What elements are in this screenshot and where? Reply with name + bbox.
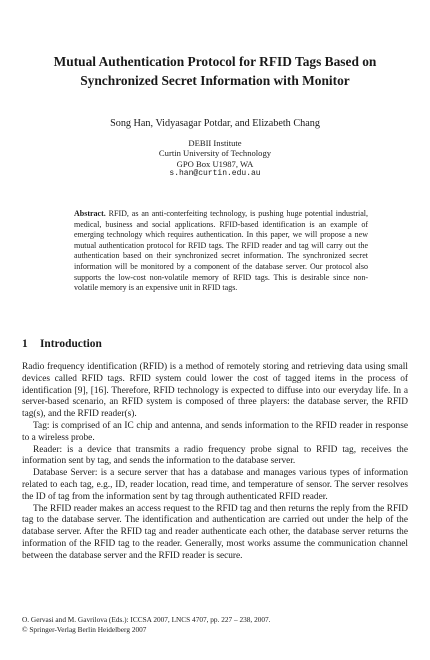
citation-line: O. Gervasi and M. Gavrilova (Eds.): ICCSA 2007, LNCS 4707, pp. 227 – 238, 2007. [22, 615, 271, 624]
university-name: Curtin University of Technology [158, 148, 272, 159]
paragraph-authentication-flow: The RFID reader makes an access request to the RFID tag and then returns the reply from the RFID tag to the database server. The identification and authentication are carried out under the help of the database server. After the RFID tag and reader authenticate each other, the database server returns the information of the RFID tag to the reader. Generally, most works assume the communication channel between the database server and the RFID reader is secure. [22, 503, 408, 561]
paragraph-database-server: Database Server: is a secure server that has a database and manages various types of information related to each tag, e.g., ID, reader location, read time, and temperature of sensor. The server resolves the ID of tag from the information sent by tag through authenticated RFID reader. [22, 468, 408, 502]
paper-title [22, 53, 408, 90]
section-number: 1 [22, 338, 28, 350]
copyright-line: © Springer-Verlag Berlin Heidelberg 2007 [22, 624, 147, 634]
title-line-1: Mutual Authentication Protocol for RFID Tags Based on [53, 54, 377, 69]
paragraph-reader: Reader: is a device that transmits a radio frequency probe signal to RFID tag, receives the information sent by tag, and sends the information to the database server. [22, 444, 408, 467]
title-line-2: Synchronized Secret Information with Monitor [80, 72, 350, 88]
postal-address: GPO Box U1987, WA [176, 158, 254, 169]
paper-page [22, 0, 408, 660]
affiliation-block [22, 138, 408, 180]
body-text [22, 362, 408, 563]
publication-footer [22, 615, 408, 634]
paragraph-intro: Radio frequency identification (RFID) is a method of remotely storing and retrieving data using small devices called RFID tags. RFID system could lower the cost of tagged items in the process of identification [9], [16]. Therefore, RFID technology is expected to diffuse into our everyday life. In a server-based scenario, an RFID system is composed of three players: the database server, the RFID tag(s), and the RFID reader(s). [22, 362, 408, 420]
author-list: Song Han, Vidyasagar Potdar, and Elizabeth Chang [110, 118, 320, 129]
abstract-text: RFID, as an anti-conterfeiting technology, is pushing huge potential industrial, medical, business and social applications. RFID-based identification is an example of emerging technology which requires authentication. In this paper, we will propose a new mutual authentication protocol for RFID tags. The RFID reader and tag will carry out the authentication based on their synchronized secret information. The synchronized secret information will be monitored by a component of the database server. Our protocol also supports the low-cost non-volatile memory of RFID tags. This is desirable since non-volatile memory is an expensive unit in RFID tags. [74, 209, 369, 293]
author-email: s.han@curtin.edu.au [169, 169, 261, 179]
section-heading [22, 337, 408, 351]
paragraph-tag: Tag: is comprised of an IC chip and antenna, and sends information to the RFID reader in response to a wireless probe. [22, 420, 408, 443]
section-title: Introduction [40, 338, 102, 350]
abstract-label: Abstract. [74, 209, 106, 218]
institute-name: DEBII Institute [188, 138, 242, 148]
abstract [74, 209, 368, 294]
